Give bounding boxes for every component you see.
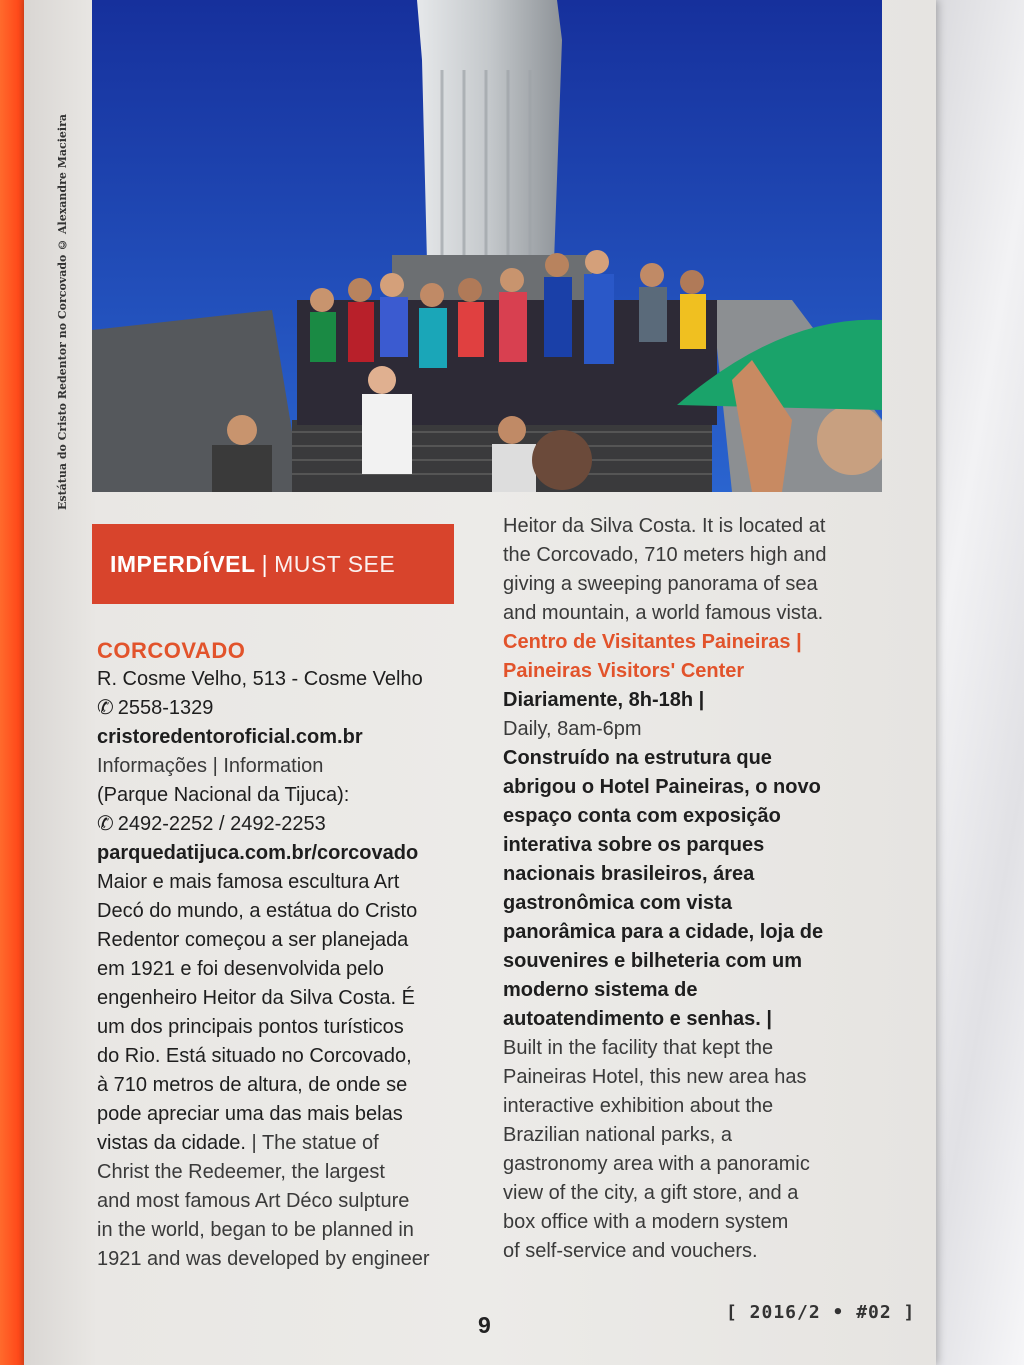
desc-en-line: Built in the facility that kept the <box>503 1037 774 1059</box>
corcovado-phone: 2558-1329 <box>117 697 214 719</box>
badge-separator: | <box>261 550 269 577</box>
information-org: (Parque Nacional da Tijuca): <box>97 784 350 806</box>
body-en-first: | The statue of <box>251 1132 379 1154</box>
phone-icon: ✆ <box>97 697 114 719</box>
corcovado-address: R. Cosme Velho, 513 - Cosme Velho <box>97 668 423 690</box>
issue-label: [ 2016/2 • #02 ] <box>726 1302 916 1323</box>
information-label: Informações | Information <box>97 755 324 777</box>
photo-cristo-redentor <box>92 0 882 492</box>
desc-en-line: gastronomy area with a panoramic <box>503 1153 810 1175</box>
visitors-center-title-en: Paineiras Visitors' Center <box>503 660 745 682</box>
body-pt-line: Redentor começou a ser planejada <box>97 929 409 951</box>
body-mixed-line <box>97 1129 477 1158</box>
body-pt-line: Decó do mundo, a estátua do Cristo <box>97 900 418 922</box>
body-pt-line: à 710 metros de altura, de onde se <box>97 1074 408 1096</box>
information-phones: 2492-2252 / 2492-2253 <box>117 813 326 835</box>
phone-icon: ✆ <box>97 813 114 835</box>
desc-en-line: of self-service and vouchers. <box>503 1240 758 1262</box>
desc-en-line: box office with a modern system <box>503 1211 789 1233</box>
tijuca-website[interactable]: parquedatijuca.com.br/corcovado <box>97 842 419 864</box>
body-en-cont-line: the Corcovado, 710 meters high and <box>503 544 827 566</box>
body-en-line: and most famous Art Déco sulpture <box>97 1190 410 1212</box>
corcovado-column <box>97 636 477 1274</box>
information-phone-line <box>97 810 477 839</box>
desc-en-line: view of the city, a gift store, and a <box>503 1182 799 1204</box>
body-en-cont-line: giving a sweeping panorama of sea <box>503 573 818 595</box>
page-number: 9 <box>478 1312 491 1338</box>
desc-pt-line: Construído na estrutura que <box>503 747 772 769</box>
desc-en-line: interactive exhibition about the <box>503 1095 774 1117</box>
body-en-line: 1921 and was developed by engineer <box>97 1248 430 1270</box>
desc-en-line: Paineiras Hotel, this new area has <box>503 1066 807 1088</box>
desc-pt-line: panorâmica para a cidade, loja de <box>503 921 824 943</box>
desc-pt-line: nacionais brasileiros, área <box>503 863 755 885</box>
must-see-badge <box>92 524 454 604</box>
desc-pt-line: abrigou o Hotel Paineiras, o novo <box>503 776 821 798</box>
body-en-cont-line: and mountain, a world famous vista. <box>503 602 824 624</box>
body-en-cont-line: Heitor da Silva Costa. It is located at <box>503 515 826 537</box>
desc-pt-line: souvenires e bilheteria com um <box>503 950 802 972</box>
desc-pt-line: espaço conta com exposição <box>503 805 781 827</box>
body-pt-line: do Rio. Está situado no Corcovado, <box>97 1045 412 1067</box>
visitors-center-title-pt: Centro de Visitantes Paineiras | <box>503 631 802 653</box>
corcovado-website[interactable]: cristoredentoroficial.com.br <box>97 726 363 748</box>
body-pt-line: engenheiro Heitor da Silva Costa. É <box>97 987 415 1009</box>
hours-en: Daily, 8am-6pm <box>503 718 642 740</box>
corcovado-title: CORCOVADO <box>97 638 246 663</box>
badge-label-pt: IMPERDÍVEL <box>110 550 256 577</box>
body-pt-last: vistas da cidade. <box>97 1132 246 1154</box>
desc-pt-line: moderno sistema de <box>503 979 698 1001</box>
desc-pt-line: interativa sobre os parques <box>503 834 765 856</box>
desc-pt-line: autoatendimento e senhas. | <box>503 1008 772 1030</box>
paineiras-column <box>503 512 893 1266</box>
body-pt-line: pode apreciar uma das mais belas <box>97 1103 403 1125</box>
desc-pt-line: gastronômica com vista <box>503 892 732 914</box>
hours-pt: Diariamente, 8h-18h | <box>503 689 705 711</box>
body-en-line: in the world, began to be planned in <box>97 1219 414 1241</box>
photo-credit: Estátua do Cristo Redentor no Corcovado © Alexandre Macieira <box>56 113 69 510</box>
badge-label-en: MUST SEE <box>274 550 396 577</box>
orange-page-edge <box>0 0 26 1365</box>
body-pt-line: um dos principais pontos turísticos <box>97 1016 404 1038</box>
body-pt-line: em 1921 e foi desenvolvida pelo <box>97 958 384 980</box>
desc-en-line: Brazilian national parks, a <box>503 1124 733 1146</box>
photo-illustration <box>92 0 882 492</box>
body-en-line: Christ the Redeemer, the largest <box>97 1161 385 1183</box>
corcovado-phone-line <box>97 694 477 723</box>
body-pt-line: Maior e mais famosa escultura Art <box>97 871 400 893</box>
